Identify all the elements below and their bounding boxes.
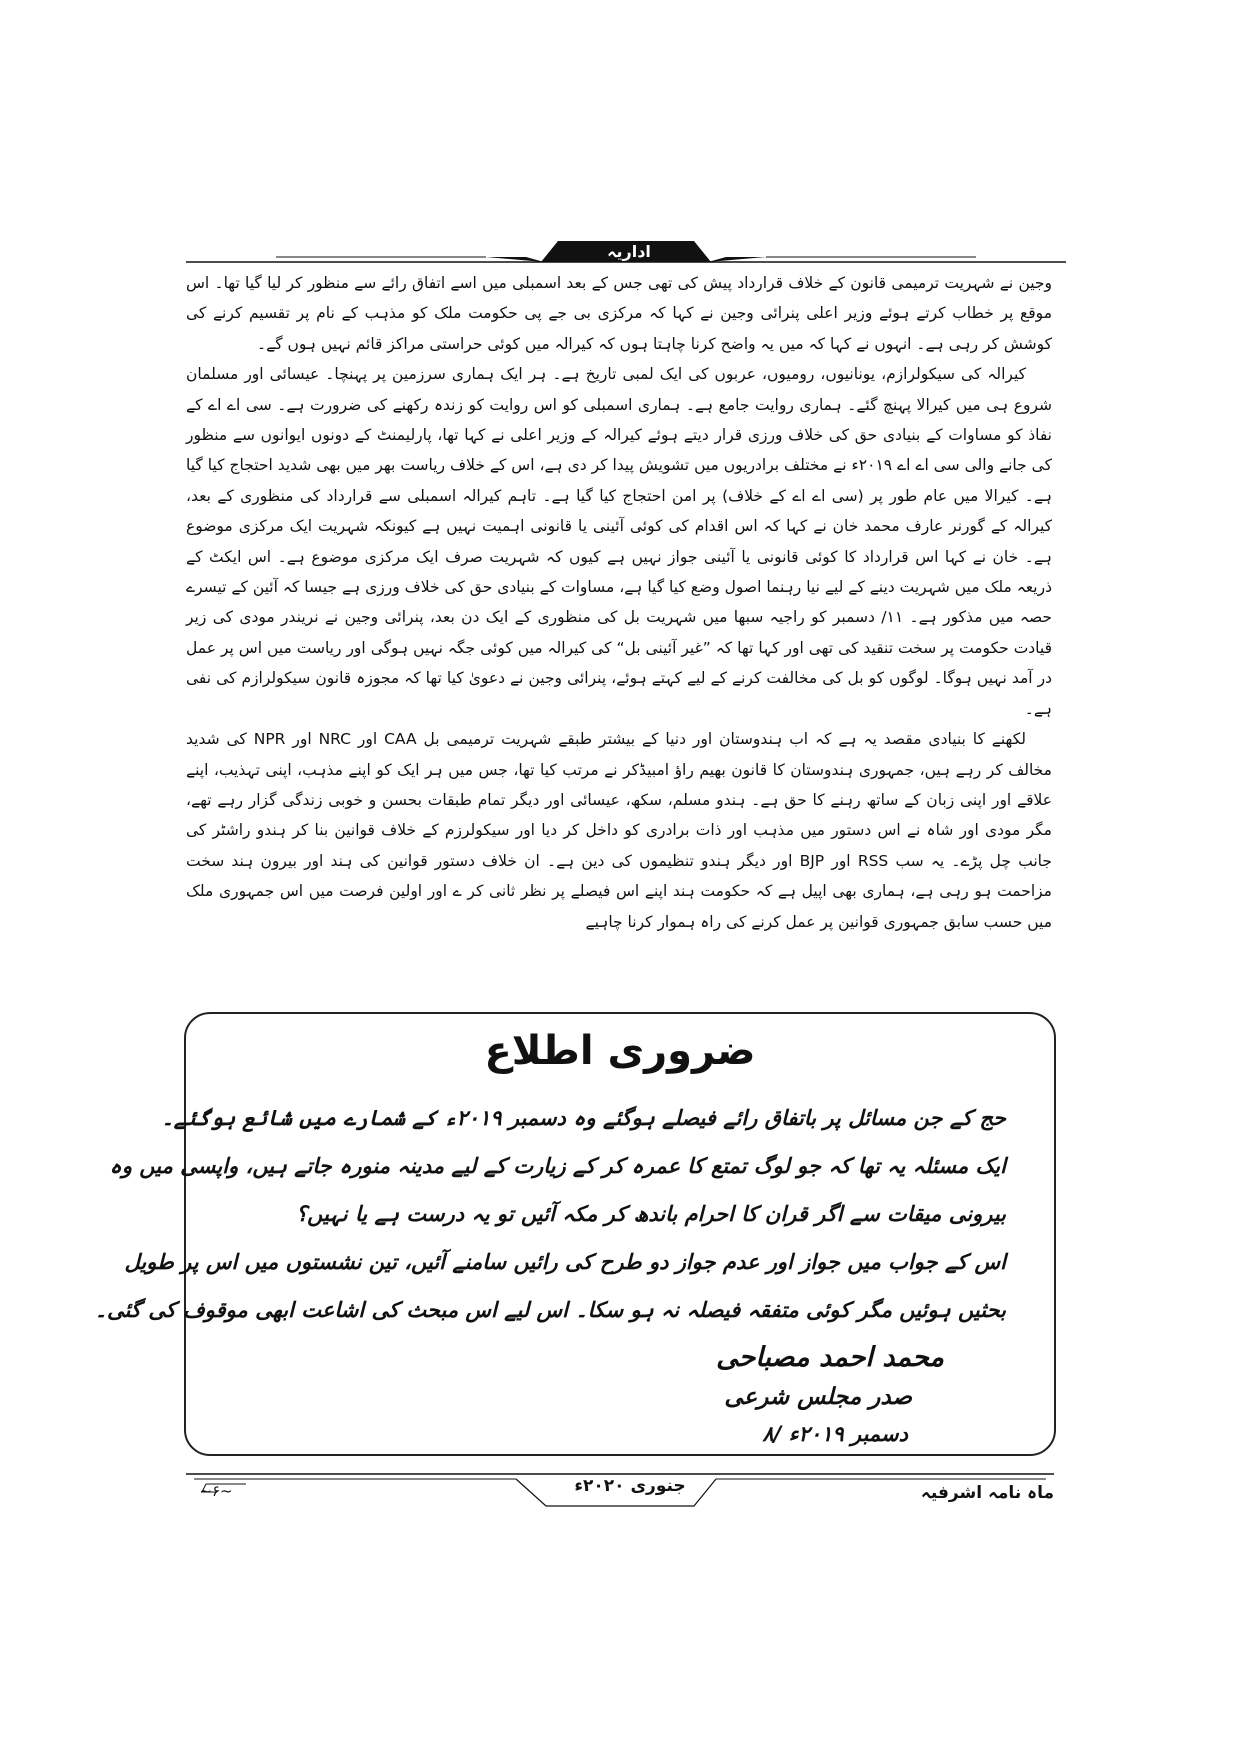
magazine-name: ماہ نامہ اشرفیہ xyxy=(920,1483,1054,1503)
signature-date: ۸/ دسمبر ۲۰۱۹ء xyxy=(762,1422,908,1446)
important-notice-box xyxy=(94,1012,1056,1456)
notice-text xyxy=(94,1094,1006,1334)
notice-line: اس کے جواب میں جواز اور عدم جواز دو طرح کی رائیں سامنے آئیں، تین نشستوں میں اس پر طویل xyxy=(124,1250,1006,1274)
article-paragraph: کیرالہ کی سیکولرازم، یونانیوں، رومیوں، عربوں کی ایک لمبی تاریخ ہے۔ ہر ایک ہماری سرزمین پر پہنچا۔ عیسائی اور مسلمان شروع ہی میں کیرالا پہنچ گئے۔ ہماری روایت جامع ہے۔ ہماری اسمبلی کو اس روایت کو زندہ رکھنے کی ضرورت ہے۔ سی اے اے کے نفاذ کو مساوات کے بنیادی حق کی خلاف ورزی قرار دیتے ہوئے کیرالہ کے وزیر اعلی نے کہا تھا، پارلیمنٹ کے دونوں ایوانوں سے منظور کی جانے والی سی اے اے ۲۰۱۹ء نے مختلف برادریوں میں تشویش پیدا کر دی ہے، اس کے خلاف ریاست بھر میں بھی شدید احتجاج کیا گیا ہے۔ کیرالا میں عام طور پر (سی اے اے کے خلاف) پر امن احتجاج کیا گیا ہے۔ تاہم کیرالہ اسمبلی سے قرارداد کی منظوری کے بعد، کیرالہ کے گورنر عارف محمد خان نے کہا کہ اس اقدام کی کوئی آئینی یا قانونی اہمیت نہیں ہے کیونکہ شہریت ایک مرکزی موضوع ہے۔ خان نے کہا اس قرارداد کا کوئی قانونی یا آئینی جواز نہیں ہے کیوں کہ شہریت صرف ایک مرکزی موضوع ہے۔ اس ایکٹ کے ذریعہ ملک میں شہریت دینے کے لیے نیا رہنما اصول وضع کیا گیا ہے، مساوات کے بنیادی حق کی خلاف ورزی ہے جیسا کہ آئین کے تیسرے حصہ میں مذکور ہے۔ ۱۱/ دسمبر کو راجیہ سبھا میں شہریت بل کی منظوری کے ایک دن بعد، پنرائی وجین نے نریندر مودی کی زیر قیادت حکومت پر سخت تنقید کی تھی اور کہا تھا کہ ”غیر آئینی بل“ کی کیرالہ میں کوئی جگہ نہیں ہوگی اور ریاست میں اس پر عمل در آمد نہیں ہوگا۔ لوگوں کو بل کی مخالفت کرنے کے لیے کہتے ہوئے، پنرائی وجین نے دعویٰ کیا تھا کہ مجوزہ قانون سیکولرازم کی نفی ہے۔ xyxy=(186,365,1052,718)
notice-line: ایک مسئلہ یہ تھا کہ جو لوگ تمتع کا عمرہ کر کے زیارت کے لیے مدینہ منورہ جاتے ہیں، واپسی میں وہ xyxy=(109,1154,1006,1178)
article-paragraph: لکھنے کا بنیادی مقصد یہ ہے کہ اب ہندوستان اور دنیا کے بیشتر طبقے شہریت ترمیمی بل CAA اور NRC اور NPR کی شدید مخالف کر رہے ہیں، جمہوری ہندوستان کا قانون بھیم راؤ امبیڈکر نے مرتب کیا تھا، جس میں ہر ایک کو اپنے مذہب، اپنی تہذیب، اپنے علاقے اور اپنی زبان کے ساتھ رہنے کا حق ہے۔ ہندو مسلم، سکھ، عیسائی اور دیگر تمام طبقات بحسن و خوبی زندگی گزار رہے تھے، مگر مودی اور شاہ نے اس دستور میں مذہب اور ذات برادری کو داخل کر دیا اور سیکولرزم کے خلاف قوانین بنا کر ہندو راشٹر کی جانب چل پڑے۔ یہ سب RSS اور BJP اور دیگر ہندو تنظیموں کی دین ہے۔ ان خلاف دستور قوانین کی ہند اور بیرون ہند سخت مزاحمت ہو رہی ہے، ہماری بھی اپیل ہے کہ حکومت ہند اپنے اس فیصلے پر نظر ثانی کر ے اور اولین فرصت میں اس جمہوری ملک میں حسب سابق جمہوری قوانین پر عمل کرنے کی راہ ہموار کرنا چاہیے xyxy=(186,730,1052,931)
signature-name: محمد احمد مصباحی xyxy=(716,1342,944,1373)
page-number: ~۶~ xyxy=(199,1482,233,1500)
article-paragraph: وجین نے شہریت ترمیمی قانون کے خلاف قرارداد پیش کی تھی جس کے بعد اسمبلی میں اسے اتفاق رائے سے منظور کر لیا گیا تھا۔ اس موقع پر خطاب کرتے ہوئے وزیر اعلی پنرائی وجین نے کہا کہ مرکزی بی جے پی حکومت ملک کو مذہب کے نام پر تقسیم کرنے کی کوشش کر رہی ہے۔ انہوں نے کہا کہ میں یہ واضح کرنا چاہتا ہوں کہ کیرالہ میں کوئی حراستی مراکز قائم نہیں ہوں گے۔ xyxy=(186,274,1052,353)
section-title: اداریہ xyxy=(607,242,651,261)
signature-role: صدر مجلس شرعی xyxy=(724,1384,912,1410)
notice-line: بیرونی میقات سے اگر قران کا احرام باندھ کر مکہ آئیں تو یہ درست ہے یا نہیں؟ xyxy=(296,1202,1006,1226)
issue-date: جنوری ۲۰۲۰ء xyxy=(574,1476,686,1496)
article-body xyxy=(186,268,1052,937)
notice-line: بحثیں ہوئیں مگر کوئی متفقہ فیصلہ نہ ہو سکا۔ اس لیے اس مبحث کی اشاعت ابھی موقوف کی گئی۔ xyxy=(94,1298,1006,1322)
notice-line: حج کے جن مسائل پر باتفاق رائے فیصلے ہوگئے وہ دسمبر ۲۰۱۹ء کے شمارے میں شائع ہوگئے۔ xyxy=(161,1106,1006,1130)
notice-title: ضروری اطلاع xyxy=(484,1028,756,1074)
